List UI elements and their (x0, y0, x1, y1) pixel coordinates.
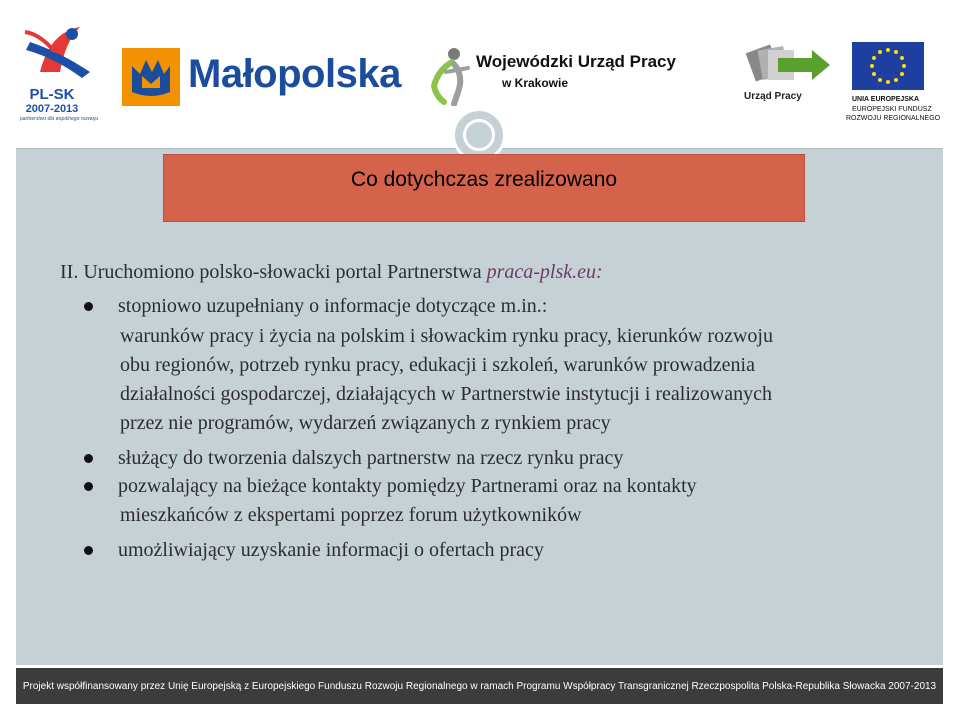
urzad-pracy-logo (740, 40, 832, 102)
bullet-1-line-1: stopniowo uzupełniany o informacje dotyczące m.in.: (118, 295, 548, 317)
plsk-tagline: partnerstwo dla wspólnego rozwoju (20, 116, 99, 122)
bullet-1-line-2: warunków pracy i życia na polskim i słowackim rynku pracy, kierunków rozwoju (120, 325, 773, 347)
eu-logo (846, 42, 941, 122)
bullet-4-line-1: umożliwiający uzyskanie informacji o ofertach pracy (118, 539, 544, 561)
bullet-dot-icon (84, 302, 93, 311)
bullet-dot-icon (84, 546, 93, 555)
eu-line3: ROZWOJU REGIONALNEGO (846, 115, 941, 122)
wup-runner-icon (424, 46, 474, 106)
bullet-3-line-1: pozwalający na bieżące kontakty pomiędzy Partnerami oraz na kontakty (118, 475, 697, 497)
plsk-name: PL-SK (29, 86, 75, 103)
plsk-logo (20, 22, 110, 126)
bullet-1-line-4: działalności gospodarczej, działających w Partnerstwie instytucji i realizowanych (120, 383, 772, 405)
footer-bar (16, 668, 943, 704)
urzad-pracy-label: Urząd Pracy (744, 91, 802, 102)
section-heading (60, 258, 603, 287)
section-heading-text: II. Uruchomiono polsko-słowacki portal Partnerstwa (60, 261, 487, 283)
wup-city: w Krakowie (502, 76, 569, 90)
malopolska-crest-icon (122, 48, 180, 106)
portal-link[interactable]: praca-plsk.eu: (486, 261, 603, 283)
bullet-1-line-3: obu regionów, potrzeb rynku pracy, edukacji i szkoleń, warunków prowadzenia (120, 354, 755, 376)
plsk-emblem-icon (20, 22, 110, 82)
eu-line1: UNIA EUROPEJSKA (852, 96, 920, 103)
bullet-dot-icon (84, 482, 93, 491)
bullet-1-line-5: przez nie programów, wydarzeń związanych z rynkiem pracy (120, 412, 611, 434)
bullet-dot-icon (84, 454, 93, 463)
slide-title: Co dotychczas zrealizowano (350, 168, 618, 191)
footer-text: Projekt współfinansowany przez Unię Europejską z Europejskiego Funduszu Rozwoju Regionalnego w ramach Programu Współpracy Transgranicznej Rzeczpospolita Polska-Republika Słowacka 2007-2013 (22, 680, 937, 692)
eu-flag-icon (852, 42, 924, 90)
malopolska-name: Małopolska (188, 52, 401, 96)
wup-title: Wojewódzki Urząd Pracy (476, 52, 676, 71)
urzad-pracy-arrow-icon (740, 40, 832, 86)
wup-logo (424, 46, 714, 108)
plsk-years: 2007-2013 (25, 103, 79, 115)
bullet-2-line-1: służący do tworzenia dalszych partnerstw na rzecz rynku pracy (118, 447, 624, 469)
title-box (163, 154, 805, 222)
bullet-3-line-2: mieszkańców z ekspertami poprzez forum użytkowników (120, 504, 582, 526)
eu-line2: EUROPEJSKI FUNDUSZ (852, 106, 932, 113)
malopolska-logo (122, 48, 412, 108)
